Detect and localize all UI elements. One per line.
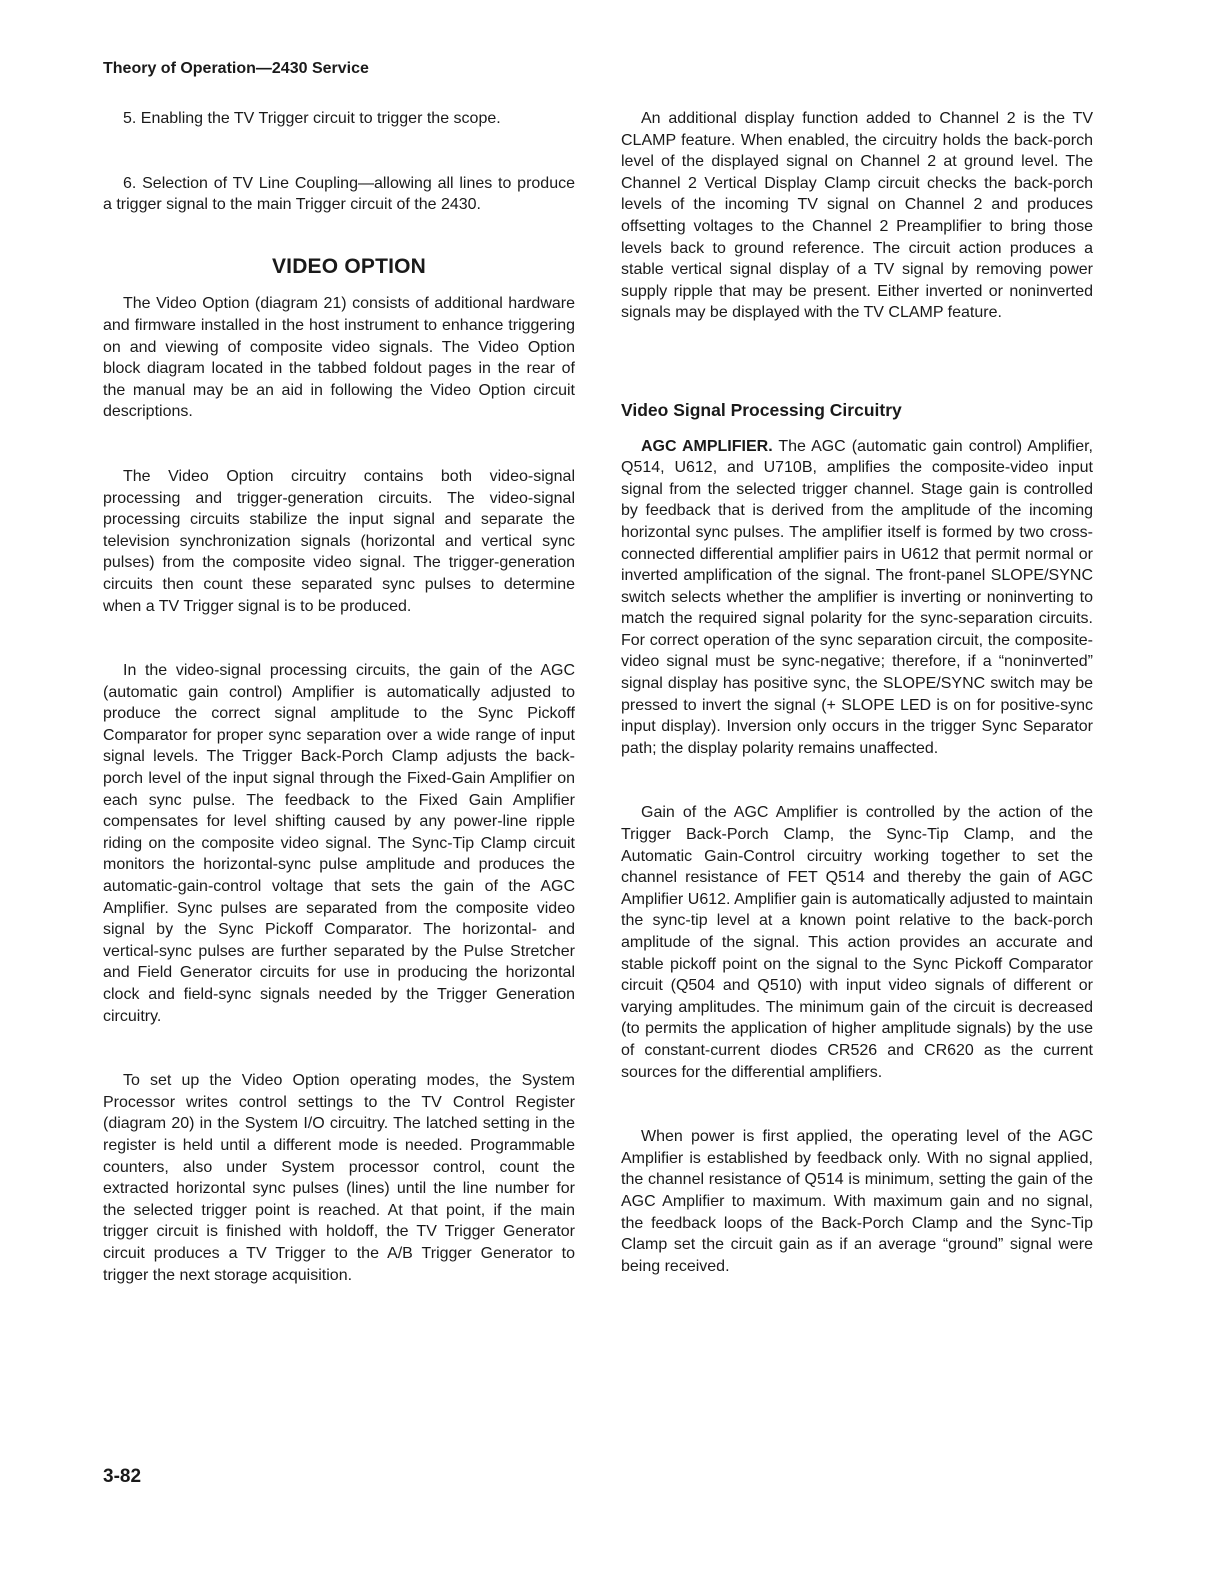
run-in-heading: AGC AMPLIFIER.: [641, 437, 773, 455]
paragraph: When power is first applied, the operating level of the AGC Amplifier is established by feedback only. With no signal applied, the channel resistance of Q514 is minimum, setting the gain of the AGC Amplifier to maximum. With maximum gain and no signal, the feedback loops of the Back-Porch Clamp and the Sync-Tip Clamp set the circuit gain as if an average “ground” signal were being received.: [621, 1128, 1093, 1275]
paragraph: The Video Option (diagram 21) consists of additional hardware and firmware installed in the host instrument to enhance triggering on and viewing of composite video signals. The Video Option block diagram located in the tabbed foldout pages in the rear of the manual may be an aid in following the Video Option circuit descriptions.: [103, 295, 575, 421]
paragraph: In the video-signal processing circuits, the gain of the AGC (automatic gain control) Amplifier is automatically adjusted to produce the correct signal amplitude to the Sync Pickoff Comparator for proper sync separation over a wide range of input signal levels. The Trigger Back-Porch Clamp adjusts the back-porch level of the input signal through the Fixed-Gain Amplifier on each sync pulse. The feedback to the Fixed Gain Amplifier compensates for level shifting caused by any power-line ripple riding on the composite video signal. The Sync-Tip Clamp circuit monitors the horizontal-sync pulse amplitude and produces the automatic-gain-control voltage that sets the gain of the AGC Amplifier. Sync pulses are separated from the composite video signal by the Sync Pickoff Comparator. The horizontal- and vertical-sync pulses are further separated by the Pulse Stretcher and Field Generator circuits for use in producing the horizontal clock and field-sync signals needed by the Trigger Generation circuitry.: [103, 662, 575, 1025]
left-column: [103, 108, 575, 1286]
paragraph: An additional display function added to Channel 2 is the TV CLAMP feature. When enabled, the circuitry holds the back-porch level of the displayed signal on Channel 2 at ground level. The Channel 2 Vertical Display Clamp circuit checks the back-porch levels of the incoming TV signal on Channel 2 and produces offsetting voltages to the Channel 2 Preamplifier to bring those levels back to ground reference. The circuit action produces a stable vertical signal display of a TV signal by removing power supply ripple that may be present. Either inverted or noninverted signals may be displayed with the TV CLAMP feature.: [621, 110, 1093, 322]
paragraph: To set up the Video Option operating modes, the System Processor writes control settings to the TV Control Register (diagram 20) in the System I/O circuitry. The latched setting in the register is held until a different mode is needed. Programmable counters, also under System processor control, count the extracted horizontal sync pulses (lines) until the line number for the selected trigger point is reached. At that point, if the main trigger circuit is finished with holdoff, the TV Trigger Generator circuit produces a TV Trigger to the A/B Trigger Generator to trigger the next storage acquisition.: [103, 1072, 575, 1284]
paragraph: [621, 436, 1093, 760]
subsection-title: Video Signal Processing Circuitry: [621, 399, 902, 420]
list-item: 6. Selection of TV Line Coupling—allowing all lines to produce a trigger signal to the main Trigger circuit of the 2430.: [103, 174, 575, 214]
page-number: 3-82: [103, 1466, 142, 1487]
paragraph: The Video Option circuitry contains both video-signal processing and trigger-generation circuits. The video-signal processing circuits stabilize the input signal and separate the television synchronization signals (horizontal and vertical sync pulses) from the composite video signal. The trigger-generation circuits then count these separated sync pulses to determine when a TV Trigger signal is to be produced.: [103, 467, 575, 615]
right-column: [621, 108, 1093, 1277]
paragraph-text: The AGC (automatic gain control) Amplifier, Q514, U612, and U710B, amplifies the composite-video input signal from the selected trigger channel. Stage gain is controlled by feedback that is derived from the amplitude of the incoming horizontal sync pulses. The amplifier itself is formed by two cross-connected differential amplifier pairs in U612 that permit normal or inverted amplification of the signal. The front-panel SLOPE/SYNC switch selects whether the amplifier is inverting or noninverting to match the required signal polarity for the sync-separation circuits. For correct operation of the sync separation circuit, the composite-video signal must be sync-negative; therefore, if a “noninverted” signal display has positive sync, the SLOPE/SYNC switch may be pressed to invert the signal (+ SLOPE LED is on for positive-sync input display). Inversion only occurs in the trigger Sync Separator path; the display polarity remains unaffected.: [621, 437, 1093, 757]
running-header: Theory of Operation—2430 Service: [103, 60, 369, 77]
section-title: VIDEO OPTION: [271, 254, 427, 278]
paragraph: Gain of the AGC Amplifier is controlled by the action of the Trigger Back-Porch Clamp, the Sync-Tip Clamp, and the Automatic Gain-Control circuitry working together to set the channel resistance of FET Q514 and thereby the gain of AGC Amplifier U612. Amplifier gain is automatically adjusted to maintain the sync-tip level at a known point relative to the back-porch amplitude of the signal. This action provides an accurate and stable pickoff point on the signal to the Sync Pickoff Comparator circuit (Q504 and Q510) with input video signals of different or varying amplitudes. The minimum gain of the circuit is decreased (to permits the application of higher amplitude signals) by the use of constant-current diodes CR526 and CR620 as the current sources for the differential amplifiers.: [621, 804, 1093, 1081]
list-item: 5. Enabling the TV Trigger circuit to trigger the scope.: [123, 110, 501, 127]
